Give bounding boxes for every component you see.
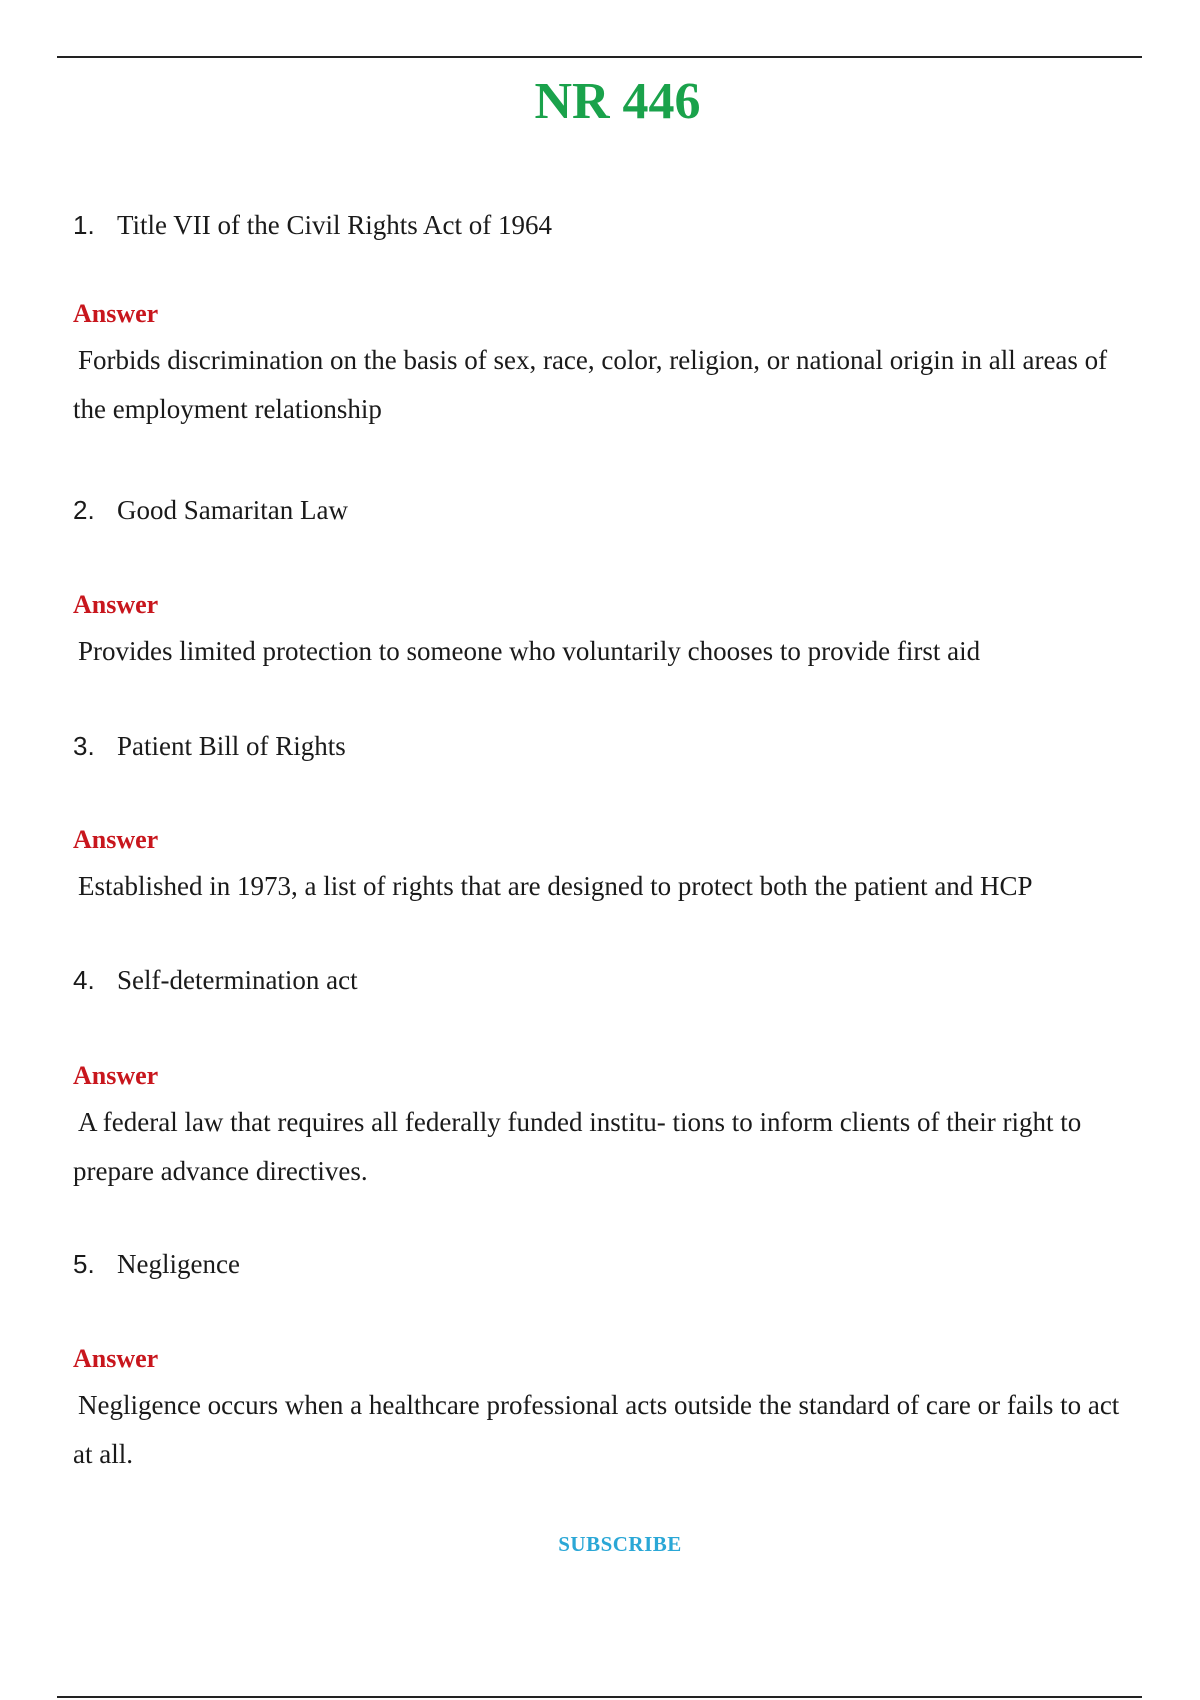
qa-item-4 <box>73 963 1133 1196</box>
qa-item-1 <box>73 208 1133 434</box>
qa-item-2 <box>73 493 1133 676</box>
question-number: 5. <box>73 1249 95 1279</box>
top-rule <box>57 56 1142 58</box>
answer-text: Established in 1973, a list of rights that are designed to protect both the patient and HCP <box>78 871 1033 901</box>
bottom-rule <box>57 1696 1142 1698</box>
answer-text: Negligence occurs when a healthcare professional acts outside the standard of care or fails to act at all. <box>73 1390 1120 1469</box>
question-text: Negligence <box>117 1249 240 1279</box>
document-title: NR 446 <box>534 73 701 130</box>
qa-item-5 <box>73 1247 1133 1479</box>
question-5 <box>73 1247 1133 1281</box>
question-text: Self-determination act <box>117 965 358 995</box>
question-3 <box>73 729 1133 763</box>
answer-label: Answer <box>73 590 159 619</box>
question-number: 3. <box>73 731 95 761</box>
answer-text: A federal law that requires all federally funded institu- tions to inform clients of their right to prepare advance directives. <box>73 1107 1082 1186</box>
subscribe-link[interactable]: SUBSCRIBE <box>558 1532 682 1556</box>
answer-label: Answer <box>73 1344 159 1373</box>
question-text: Patient Bill of Rights <box>117 731 346 761</box>
question-number: 1. <box>73 210 95 240</box>
question-2 <box>73 493 1133 527</box>
question-1 <box>73 208 1133 242</box>
answer-label: Answer <box>73 825 159 854</box>
answer-label: Answer <box>73 1061 159 1090</box>
answer-text: Provides limited protection to someone who voluntarily chooses to provide first aid <box>78 636 981 666</box>
question-number: 4. <box>73 965 95 995</box>
question-text: Good Samaritan Law <box>117 495 348 525</box>
question-4 <box>73 963 1133 997</box>
question-number: 2. <box>73 495 95 525</box>
answer-text: Forbids discrimination on the basis of sex, race, color, religion, or national origin in all areas of the employment relationship <box>73 345 1108 424</box>
answer-label: Answer <box>73 299 159 328</box>
qa-item-3 <box>73 729 1133 911</box>
question-text: Title VII of the Civil Rights Act of 1964 <box>117 210 553 240</box>
